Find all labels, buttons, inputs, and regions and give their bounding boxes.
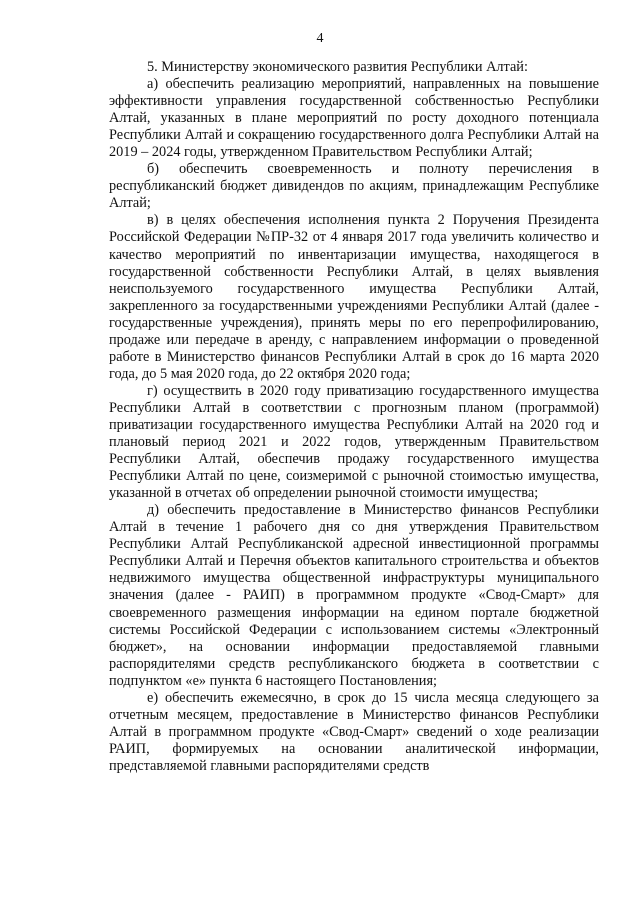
paragraph-g: г) осуществить в 2020 году приватизацию государственного имущества Республики Алтай в соответствии с прогнозным планом (программой) приватизации государственного имущества Республики Алтай на 2020 год и плановый период 2021 и 2022 годов, утвержденным Правительством Республики Алтай, обеспечив продажу государственного имущества Республики Алтай по цене, соизмеримой с рыночной стоимостью имущества, указанной в отчетах об определении рыночной стоимости имущества; [109, 382, 599, 502]
paragraph-e: е) обеспечить ежемесячно, в срок до 15 числа месяца следующего за отчетным месяцем, предоставление в Министерство финансов Республики Алтай в программном продукте «Свод-Смарт» сведений о ходе реализации РАИП, формируемых на основании аналитической информации, представляемой главными распорядителями средств [109, 689, 599, 774]
paragraph-a: а) обеспечить реализацию мероприятий, направленных на повышение эффективности управления государственной собственностью Республики Алтай, указанных в плане мероприятий по росту доходного потенциала Республики Алтай и сокращению государственного долга Республики Алтай на 2019 – 2024 годы, утвержденном Правительством Республики Алтай; [109, 76, 599, 161]
paragraph-b: б) обеспечить своевременность и полноту перечисления в республиканский бюджет дивидендов по акциям, принадлежащим Республике Алтай; [109, 161, 599, 212]
document-body [109, 59, 599, 775]
paragraph-d: д) обеспечить предоставление в Министерство финансов Республики Алтай в течение 1 рабочего дня со дня утверждения Правительством Республики Алтай Республиканской адресной инвестиционной программы Республики Алтай и Перечня объектов капитального строительства и объектов недвижимого имущества общественной инфраструктуры муниципального значения (далее - РАИП) в программном продукте «Свод-Смарт» для своевременного размещения информации на едином портале бюджетной системы Российской Федерации с использованием системы «Электронный бюджет», на основании информации предоставляемой главными распорядителями средств республиканского бюджета в соответствии с подпунктом «е» пункта 6 настоящего Постановления; [109, 502, 599, 689]
paragraph-v: в) в целях обеспечения исполнения пункта 2 Поручения Президента Российской Федерации №ПР-32 от 4 января 2017 года увеличить количество и качество мероприятий по инвентаризации имущества, находящегося в государственной собственности Республики Алтай, в целях выявления неиспользуемого государственного имущества Республики Алтай, закрепленного за государственными учреждениями Республики Алтай (далее - государственные учреждения), принять меры по его перепрофилированию, продаже или передаче в аренду, с направлением информации о проведенной работе в Министерство финансов Республики Алтай в срок до 16 марта 2020 года, до 5 мая 2020 года, до 22 октября 2020 года; [109, 212, 599, 382]
page-number: 4 [316, 31, 324, 46]
paragraph-intro: 5. Министерству экономического развития Республики Алтай: [147, 59, 528, 75]
